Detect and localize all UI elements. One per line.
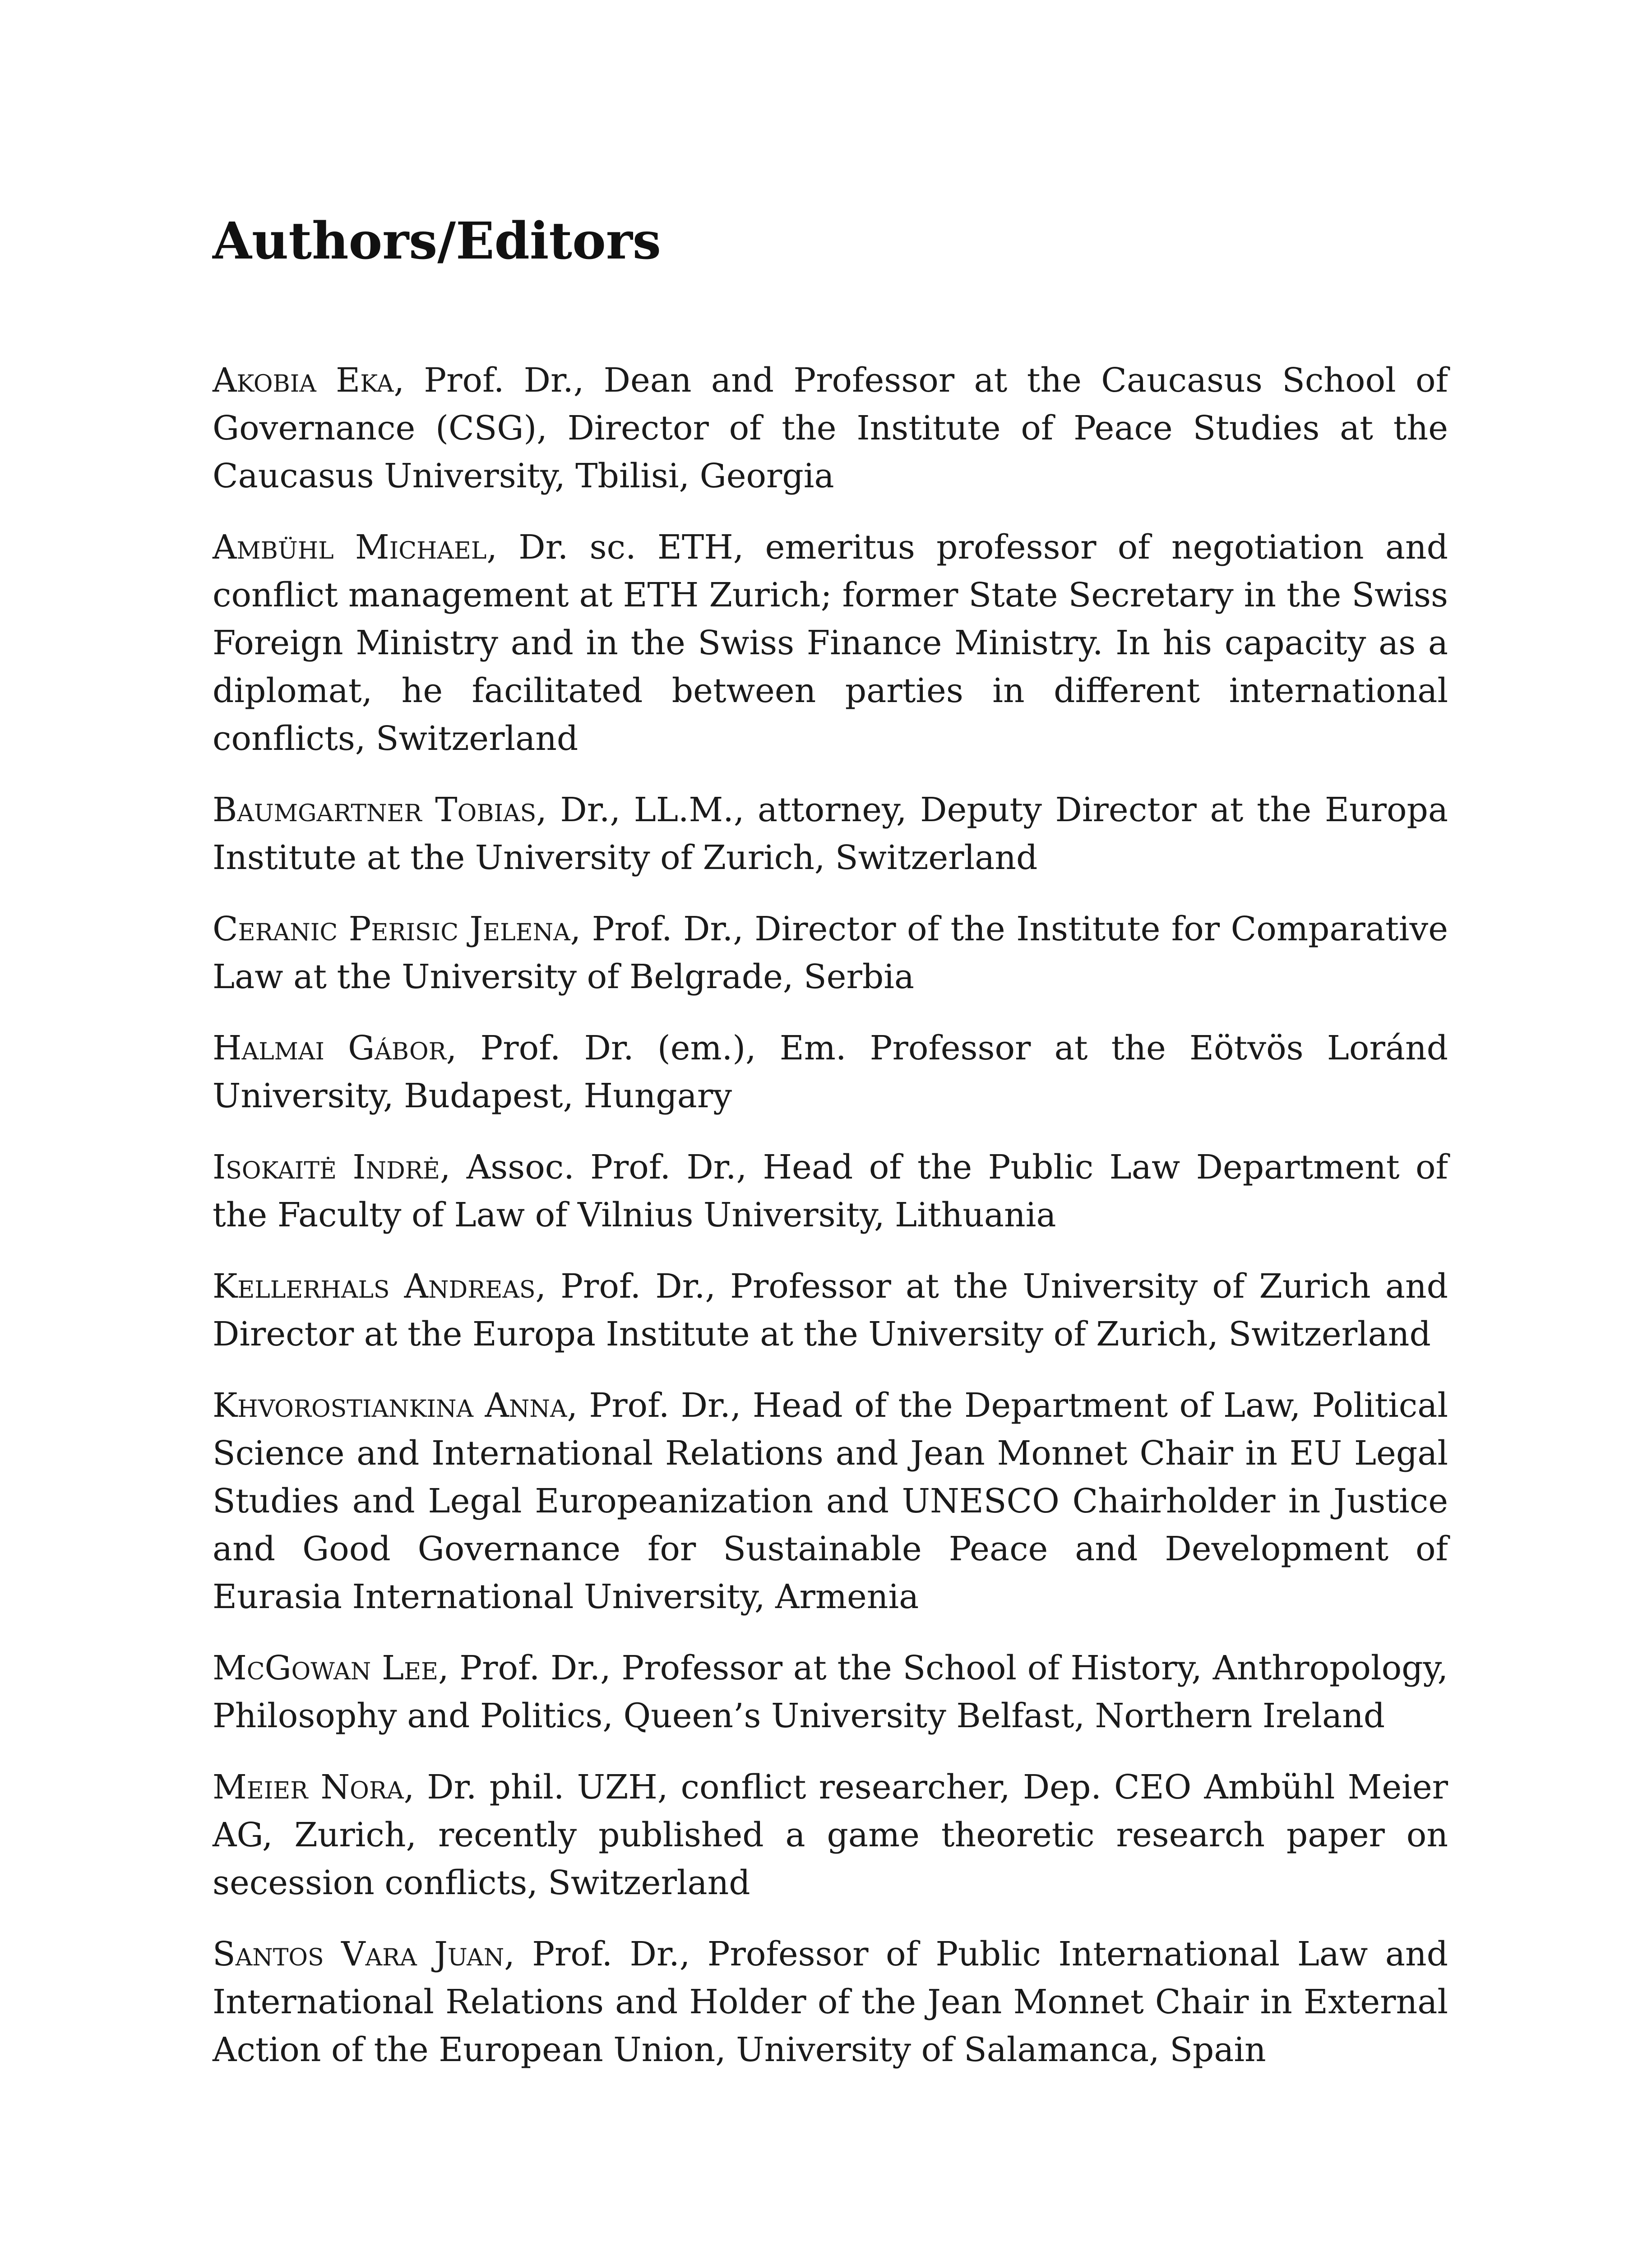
author-entry bbox=[213, 905, 1448, 1001]
page-title: Authors/Editors bbox=[213, 212, 661, 271]
author-description: , Dr., LL.M., attorney, Deputy Director at the Europa Institute at the University of Zurich, Switzerland bbox=[213, 791, 1448, 877]
author-description: , Prof. Dr., Head of the Department of Law, Political Science and International Relations and Jean Monnet Chair in EU Legal Studies and Legal Europeanization and UNESCO Chairholder in Justice and Good Governance for Sustainable Peace and Development of Eurasia International University, Armenia bbox=[213, 1386, 1448, 1616]
author-list bbox=[213, 356, 1448, 2097]
author-description: , Dr. sc. ETH, emeritus professor of negotiation and conflict management at ETH Zurich; former State Secretary in the Swiss Foreign Ministry and in the Swiss Finance Ministry. In his capacity as a diplomat, he facilitated between parties in different international conflicts, Switzerland bbox=[213, 528, 1448, 758]
author-name: Ceranic Perisic Jelena bbox=[213, 910, 570, 948]
author-name: Santos Vara Juan bbox=[213, 1935, 504, 1974]
author-entry bbox=[213, 786, 1448, 882]
author-entry bbox=[213, 1763, 1448, 1907]
author-entry bbox=[213, 1262, 1448, 1358]
author-entry bbox=[213, 1644, 1448, 1740]
author-entry bbox=[213, 1143, 1448, 1239]
author-entry bbox=[213, 1930, 1448, 2074]
author-description: , Assoc. Prof. Dr., Head of the Public Law Department of the Faculty of Law of Vilnius University, Lithuania bbox=[213, 1148, 1448, 1234]
author-description: , Prof. Dr. (em.), Em. Professor at the Eötvös Loránd University, Budapest, Hungary bbox=[213, 1029, 1448, 1115]
author-name: Khvorostiankina Anna bbox=[213, 1386, 567, 1425]
author-description: , Dr. phil. UZH, conflict researcher, Dep. CEO Ambühl Meier AG, Zurich, recently published a game theoretic research paper on secession conflicts, Switzerland bbox=[213, 1768, 1448, 1902]
author-name: Isokaitė Indrė bbox=[213, 1148, 440, 1187]
author-description: , Prof. Dr., Professor at the University of Zurich and Director at the Europa Institute at the University of Zurich, Switzerland bbox=[213, 1267, 1448, 1354]
author-description: , Prof. Dr., Director of the Institute for Comparative Law at the University of Belgrade, Serbia bbox=[213, 910, 1448, 996]
author-name: Halmai Gábor bbox=[213, 1029, 446, 1068]
author-name: McGowan Lee bbox=[213, 1649, 439, 1687]
author-name: Kellerhals Andreas bbox=[213, 1267, 536, 1306]
author-description: , Prof. Dr., Dean and Professor at the Caucasus School of Governance (CSG), Director of the Institute of Peace Studies at the Caucasus University, Tbilisi, Georgia bbox=[213, 361, 1448, 495]
author-name: Ambühl Michael bbox=[213, 528, 487, 567]
author-name: Baumgartner Tobias bbox=[213, 791, 537, 829]
author-entry bbox=[213, 1382, 1448, 1621]
author-entry bbox=[213, 356, 1448, 500]
author-entry bbox=[213, 1024, 1448, 1120]
author-description: , Prof. Dr., Professor at the School of History, Anthropology, Philosophy and Politics, Queen’s University Belfast, Northern Ireland bbox=[213, 1649, 1448, 1735]
author-name: Akobia Eka bbox=[213, 361, 394, 400]
author-name: Meier Nora bbox=[213, 1768, 404, 1807]
author-description: , Prof. Dr., Professor of Public International Law and International Relations and Holder of the Jean Monnet Chair in External Action of the European Union, University of Salamanca, Spain bbox=[213, 1935, 1448, 2069]
author-entry bbox=[213, 523, 1448, 763]
document-page bbox=[213, 0, 1448, 2256]
